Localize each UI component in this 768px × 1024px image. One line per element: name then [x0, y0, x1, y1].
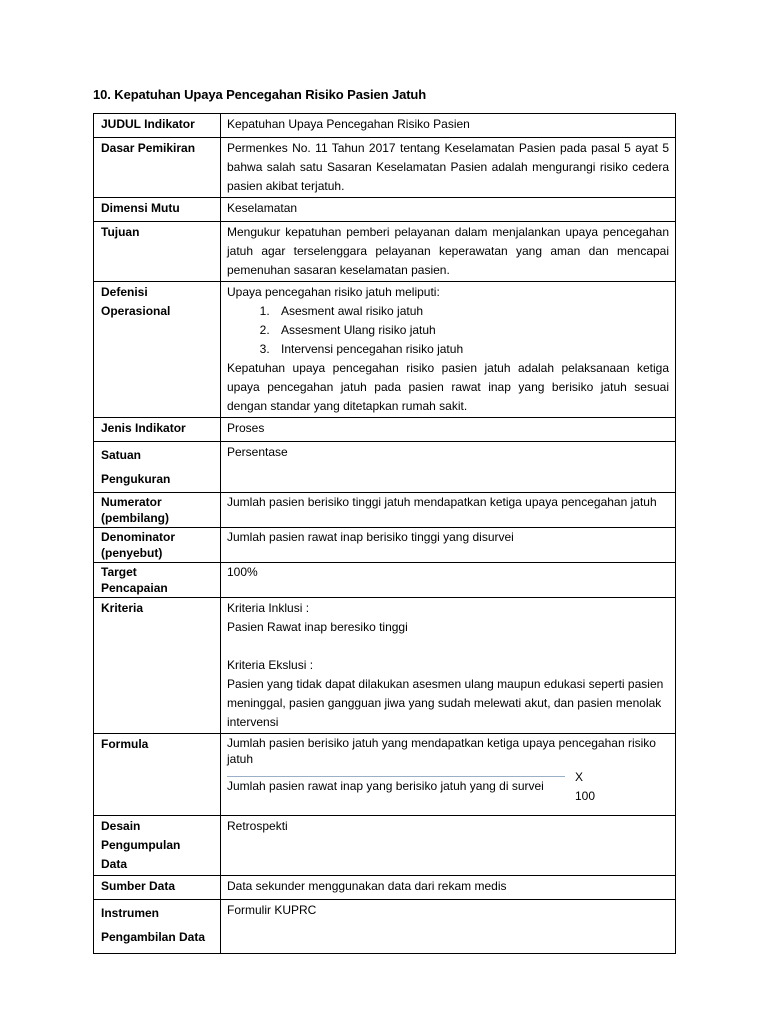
- label-numerator-line1: Numerator: [101, 495, 162, 509]
- label-target-line2: Pencapaian: [101, 581, 168, 595]
- label-defenisi: [94, 282, 221, 418]
- label-formula: Formula: [94, 734, 221, 816]
- label-target: [94, 563, 221, 598]
- label-desain-line1: Desain: [101, 819, 141, 833]
- value-tujuan: Mengukur kepatuhan pemberi pelayanan dalam menjalankan upaya pencegahan jatuh agar terselenggara pelayanan keperawatan yang aman dan mencapai pemenuhan sasaran keselamatan pasien.: [221, 222, 676, 282]
- label-instrumen: [94, 900, 221, 954]
- kriteria-eksklusi-value: Pasien yang tidak dapat dilakukan asesmen ulang maupun edukasi seperti pasien meninggal, pasien gangguan jiwa yang sudah melewati akut, dan pasien menolak intervensi: [227, 677, 664, 729]
- row-dasar: [94, 138, 676, 198]
- row-satuan: [94, 442, 676, 493]
- row-jenis: [94, 418, 676, 442]
- list-item: 2. Assesment Ulang risiko jatuh: [273, 321, 669, 340]
- value-dimensi: Keselamatan: [221, 198, 676, 222]
- value-jenis: Proses: [221, 418, 676, 442]
- value-denominator: Jumlah pasien rawat inap berisiko tinggi yang disurvei: [221, 528, 676, 563]
- label-defenisi-line2: Operasional: [101, 304, 171, 318]
- label-satuan-line2: Pengukuran: [101, 472, 171, 486]
- row-numerator: [94, 493, 676, 528]
- kriteria-inklusi-value: Pasien Rawat inap beresiko tinggi: [227, 620, 408, 634]
- row-tujuan: [94, 222, 676, 282]
- label-defenisi-line1: Defenisi: [101, 285, 148, 299]
- row-judul: [94, 114, 676, 138]
- kriteria-eksklusi-title: Kriteria Ekslusi :: [227, 658, 314, 672]
- value-defenisi: [221, 282, 676, 418]
- label-kriteria: Kriteria: [94, 598, 221, 734]
- formula-numerator: Jumlah pasien berisiko jatuh yang mendapatkan ketiga upaya pencegahan risiko jatuh: [227, 736, 656, 766]
- defenisi-list: [227, 302, 669, 359]
- value-judul: Kepatuhan Upaya Pencegahan Risiko Pasien: [221, 114, 676, 138]
- label-jenis: Jenis Indikator: [94, 418, 221, 442]
- row-instrumen: [94, 900, 676, 954]
- label-dimensi: Dimensi Mutu: [94, 198, 221, 222]
- value-instrumen: Formulir KUPRC: [221, 900, 676, 954]
- kriteria-inklusi-title: Kriteria Inklusi :: [227, 601, 310, 615]
- value-sumber: Data sekunder menggunakan data dari rekam medis: [221, 876, 676, 900]
- label-satuan-line1: Satuan: [101, 448, 142, 462]
- list-item: 1. Asesment awal risiko jatuh: [273, 302, 669, 321]
- row-formula: [94, 734, 676, 816]
- value-numerator: Jumlah pasien berisiko tinggi jatuh mendapatkan ketiga upaya pencegahan jatuh: [221, 493, 676, 528]
- label-denominator: [94, 528, 221, 563]
- label-denominator-line1: Denominator: [101, 530, 176, 544]
- label-sumber: Sumber Data: [94, 876, 221, 900]
- label-satuan: [94, 442, 221, 493]
- label-instrumen-line2: Pengambilan Data: [101, 930, 206, 944]
- value-target: 100%: [221, 563, 676, 598]
- label-numerator: [94, 493, 221, 528]
- value-satuan: Persentase: [221, 442, 676, 493]
- label-desain: [94, 816, 221, 876]
- value-dasar: Permenkes No. 11 Tahun 2017 tentang Keselamatan Pasien pada pasal 5 ayat 5 bahwa salah satu Sasaran Keselamatan Pasien adalah mengurangi risiko cedera pasien akibat terjatuh.: [221, 138, 676, 198]
- document-title: 10. Kepatuhan Upaya Pencegahan Risiko Pasien Jatuh: [93, 87, 427, 102]
- label-instrumen-line1: Instrumen: [101, 906, 160, 920]
- label-dasar: Dasar Pemikiran: [94, 138, 221, 198]
- label-target-line1: Target: [101, 565, 137, 579]
- value-formula: [221, 734, 676, 816]
- formula-denominator: Jumlah pasien rawat inap yang berisiko jatuh yang di survei: [227, 779, 544, 793]
- label-judul: JUDUL Indikator: [94, 114, 221, 138]
- value-desain: Retrospekti: [221, 816, 676, 876]
- defenisi-intro: Upaya pencegahan risiko jatuh meliputi:: [227, 285, 440, 299]
- row-defenisi: [94, 282, 676, 418]
- value-kriteria: [221, 598, 676, 734]
- formula-multiplier: X 100: [575, 770, 596, 803]
- row-denominator: [94, 528, 676, 563]
- row-target: [94, 563, 676, 598]
- row-sumber: [94, 876, 676, 900]
- row-dimensi: [94, 198, 676, 222]
- label-desain-line2: Pengumpulan: [101, 838, 181, 852]
- list-item: 3. Intervensi pencegahan risiko jatuh: [273, 340, 669, 359]
- indicator-table: [93, 113, 676, 954]
- row-kriteria: [94, 598, 676, 734]
- spacer: [227, 637, 669, 656]
- label-denominator-line2: (penyebut): [101, 546, 163, 560]
- label-desain-line3: Data: [101, 857, 128, 871]
- defenisi-text: Kepatuhan upaya pencegahan risiko pasien jatuh adalah pelaksanaan ketiga upaya pencegahan jatuh pada pasien rawat inap yang berisiko jatuh sesuai dengan standar yang ditetapkan rumah sakit.: [227, 361, 669, 413]
- label-numerator-line2: (pembilang): [101, 511, 169, 525]
- row-desain: [94, 816, 676, 876]
- label-tujuan: Tujuan: [94, 222, 221, 282]
